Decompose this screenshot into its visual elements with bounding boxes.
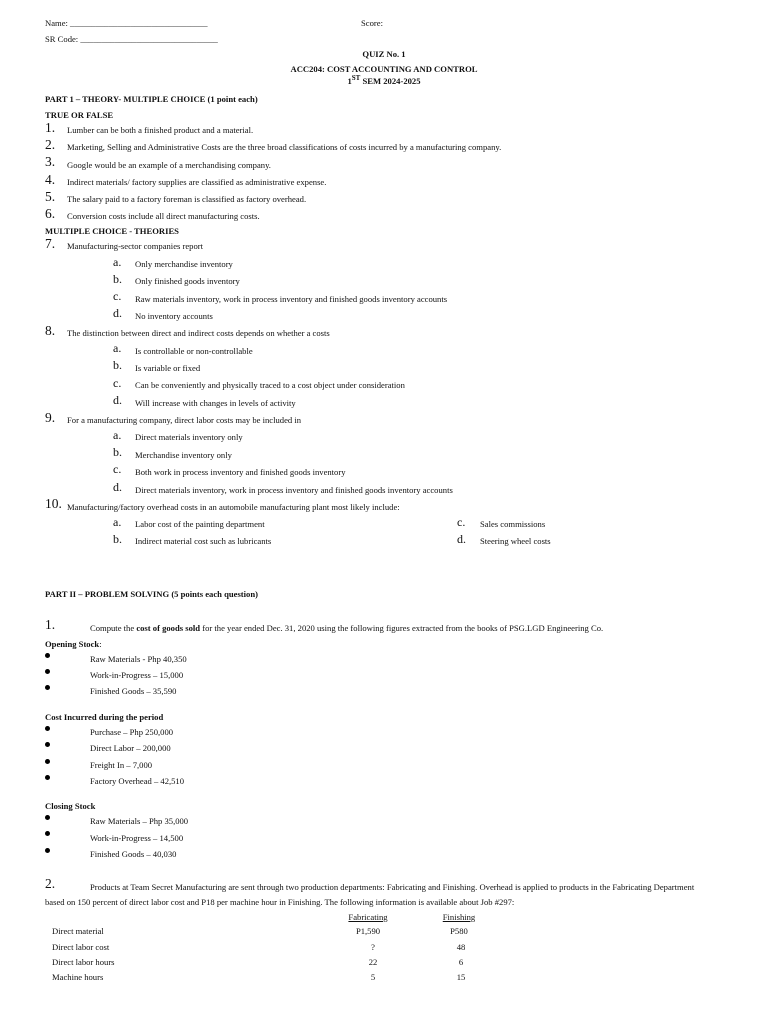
option-text: Is controllable or non-controllable: [135, 346, 253, 356]
option-letter: d.: [457, 532, 466, 546]
fabricating-value: 22: [368, 957, 378, 967]
option-letter: b.: [113, 358, 122, 372]
option-letter: a.: [113, 341, 122, 355]
bullet-icon: [45, 775, 50, 780]
row-label: Direct labor cost: [52, 942, 110, 952]
option-text: Steering wheel costs: [480, 536, 551, 546]
option-text: Only finished goods inventory: [135, 276, 240, 286]
problem-text-end: for the year ended Dec. 31, 2020 using the following figures extracted from the books of PSG.LGD Engineering Co.: [200, 623, 604, 633]
table-header-finishing: Finishing: [442, 912, 476, 922]
sr-code-field: SR Code: ________________________________: [45, 34, 218, 44]
semester-year: SEM 2024-2025: [360, 75, 421, 86]
bullet-icon: [45, 815, 50, 820]
option-text: Direct materials inventory, work in process inventory and finished goods inventory accounts: [135, 485, 453, 495]
opening-stock-colon: :: [99, 639, 102, 649]
option-letter: c.: [113, 289, 122, 303]
closing-stock-title: Closing Stock: [45, 801, 96, 811]
item-number: 4.: [45, 172, 56, 187]
list-item: Factory Overhead – 42,510: [90, 776, 185, 786]
item-text: Google would be an example of a merchandising company.: [67, 160, 271, 170]
item-number: 5.: [45, 189, 56, 204]
finishing-value: 15: [456, 972, 466, 982]
option-text: No inventory accounts: [135, 311, 213, 321]
option-letter: b.: [113, 445, 122, 459]
finishing-value: P580: [450, 926, 468, 936]
bullet-icon: [45, 742, 50, 747]
option-letter: c.: [457, 515, 466, 529]
list-item: Finished Goods – 40,030: [90, 849, 177, 859]
bullet-icon: [45, 669, 50, 674]
name-field: Name: ________________________________: [45, 18, 208, 28]
row-label: Direct material: [52, 926, 104, 936]
list-item: Raw Materials – Php 35,000: [90, 816, 189, 826]
option-letter: d.: [113, 306, 122, 320]
list-item: Work-in-Progress – 14,500: [90, 833, 184, 843]
cost-incurred-title: Cost Incurred during the period: [45, 712, 164, 722]
fabricating-value: P1,590: [355, 926, 381, 936]
list-item: Direct Labor – 200,000: [90, 743, 171, 753]
bullet-icon: [45, 726, 50, 731]
quiz-title: QUIZ No. 1: [362, 49, 406, 59]
item-text: The salary paid to a factory foreman is classified as factory overhead.: [67, 194, 307, 204]
list-item: Purchase – Php 250,000: [90, 727, 174, 737]
part2-title: PART II – PROBLEM SOLVING (5 points each question): [45, 589, 258, 599]
fabricating-value: 5: [370, 972, 376, 982]
option-letter: a.: [113, 428, 122, 442]
option-letter: b.: [113, 272, 122, 286]
question-number: 9.: [45, 410, 56, 425]
question-text: Manufacturing/factory overhead costs in an automobile manufacturing plant most likely include:: [67, 502, 400, 512]
problem-text: [90, 623, 603, 633]
option-text: Only merchandise inventory: [135, 259, 233, 269]
semester-number: 1: [347, 75, 352, 86]
list-item: Work-in-Progress – 15,000: [90, 670, 184, 680]
row-label: Direct labor hours: [52, 957, 115, 967]
course-title: ACC204: COST ACCOUNTING AND CONTROL: [290, 64, 478, 74]
semester-title: [0, 74, 768, 86]
problem-text-start: Compute the: [90, 623, 137, 633]
option-letter: c.: [113, 462, 122, 476]
question-text: The distinction between direct and indirect costs depends on whether a costs: [67, 328, 330, 338]
bullet-icon: [45, 759, 50, 764]
option-text: Is variable or fixed: [135, 363, 201, 373]
question-text: Manufacturing-sector companies report: [67, 241, 204, 251]
bullet-icon: [45, 653, 50, 658]
option-text: Raw materials inventory, work in process inventory and finished goods inventory accounts: [135, 294, 448, 304]
true-false-title: TRUE OR FALSE: [45, 110, 114, 120]
option-text: Merchandise inventory only: [135, 450, 232, 460]
option-letter: b.: [113, 532, 122, 546]
opening-stock-label: Opening Stock: [45, 639, 100, 649]
item-number: 2.: [45, 137, 56, 152]
option-text: Both work in process inventory and finished goods inventory: [135, 467, 346, 477]
problem-number: 2.: [45, 876, 56, 891]
row-label: Machine hours: [52, 972, 104, 982]
bullet-icon: [45, 685, 50, 690]
bullet-icon: [45, 848, 50, 853]
list-item: Finished Goods – 35,590: [90, 686, 177, 696]
option-letter: d.: [113, 480, 122, 494]
item-number: 6.: [45, 206, 56, 221]
score-field: Score:: [361, 18, 383, 28]
part1-title: PART 1 – THEORY- MULTIPLE CHOICE (1 point each): [45, 94, 258, 104]
problem-text-bold: cost of goods sold: [136, 623, 201, 633]
option-text: Can be conveniently and physically traced to a cost object under consideration: [135, 380, 405, 390]
problem-text-line1: Products at Team Secret Manufacturing are sent through two production departments: Fabricating and Finishing. Overhead is applied to products in the Fabricating Department: [90, 882, 695, 892]
semester-ordinal: ST: [351, 74, 361, 82]
option-text: Direct materials inventory only: [135, 432, 243, 442]
option-text: Indirect material cost such as lubricants: [135, 536, 272, 546]
option-letter: d.: [113, 393, 122, 407]
item-text: Lumber can be both a finished product and a material.: [67, 125, 254, 135]
problem-text-line2: based on 150 percent of direct labor cost and P18 per machine hour in Finishing. The following information is available about Job #297:: [45, 897, 515, 907]
list-item: Freight In – 7,000: [90, 760, 153, 770]
option-text: Will increase with changes in levels of activity: [135, 398, 296, 408]
item-text: Marketing, Selling and Administrative Costs are the three broad classifications of costs incurred by a manufacturing company.: [67, 142, 502, 152]
option-text: Labor cost of the painting department: [135, 519, 265, 529]
list-item: Raw Materials - Php 40,350: [90, 654, 187, 664]
option-letter: a.: [113, 515, 122, 529]
question-number: 10.: [45, 496, 62, 511]
option-letter: c.: [113, 376, 122, 390]
fabricating-value: ?: [371, 942, 375, 952]
table-header-fabricating: Fabricating: [348, 912, 388, 922]
question-number: 8.: [45, 323, 56, 338]
finishing-value: 48: [456, 942, 466, 952]
problem-number: 1.: [45, 617, 56, 632]
finishing-value: 6: [458, 957, 464, 967]
item-number: 1.: [45, 120, 56, 135]
bullet-icon: [45, 831, 50, 836]
item-text: Indirect materials/ factory supplies are classified as administrative expense.: [67, 177, 327, 187]
item-number: 3.: [45, 154, 56, 169]
option-text: Sales commissions: [480, 519, 546, 529]
opening-stock-title: [45, 639, 102, 649]
question-text: For a manufacturing company, direct labor costs may be included in: [67, 415, 302, 425]
multiple-choice-title: MULTIPLE CHOICE - THEORIES: [45, 226, 179, 236]
question-number: 7.: [45, 236, 56, 251]
option-letter: a.: [113, 255, 122, 269]
item-text: Conversion costs include all direct manufacturing costs.: [67, 211, 260, 221]
